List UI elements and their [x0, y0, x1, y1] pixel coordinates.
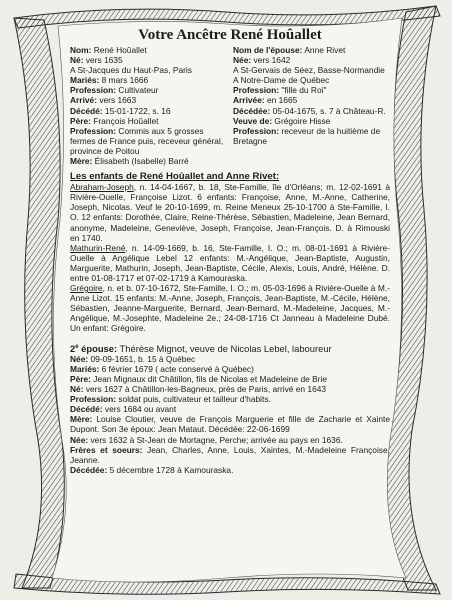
child-details: , n. 14-09-1669, b. 16, Ste-Famille, I. O.; m. 08-01-1691 à Rivière-Ouelle à Angélique Lebel 12 enfants: M.-Angélique, Jean-Baptiste, Augustin, Marguerite, Mathurin, Joseph, Jean-Baptiste, Cécile, Alexis, Louis, André, Hélène. D. entre 01-08-1717 et 07-02-1719 à Kamouraska.: [70, 242, 390, 283]
second-wife-label: épouse:: [78, 342, 118, 354]
field-label: Arrivée:: [233, 95, 265, 106]
field-label: Née:: [233, 55, 252, 66]
field-label: Décédé:: [70, 105, 103, 116]
field-label: Mariés:: [70, 75, 100, 86]
second-wife-field: [70, 384, 390, 394]
second-wife-name: Thérèse Mignot, veuve de Nicolas Lebel, laboureur: [117, 342, 332, 354]
child-entry: [70, 243, 390, 283]
field-value: receveur de la huitième de Bretagne: [233, 125, 381, 146]
wife-field: [233, 75, 390, 85]
field-label: Né:: [70, 55, 84, 66]
husband-field: [70, 95, 227, 105]
field-value: A St-Jacques du Haut-Pas, Paris: [70, 65, 192, 76]
wife-field: [233, 116, 390, 126]
husband-field: [70, 75, 227, 85]
field-value: 05-04-1675, s. 7 à Château-R.: [270, 105, 386, 116]
child-entry: [70, 283, 390, 333]
field-value: 6 février 1679 ( acte conservé à Québec): [99, 363, 254, 374]
field-label: Né:: [70, 384, 84, 395]
husband-column: [70, 45, 227, 166]
field-value: Jean, Charles, Anne, Louis, Xaintes, M.-Madeleine Françoise, Jeanne.: [70, 444, 390, 465]
child-details: , n. et b. 07-10-1672, Ste-Famille, I. O.; m. 05-03-1696 à Rivière-Ouelle à M.-Anne Lizot. 15 enfants: M.-Anne, Joseph, François, Jean-Baptiste, M.-Cécile, Hélène, Sébastien, Jeanne-Marguerite, Bernard, Jean-Bernard, M.-Madeleine, Jacques, M.-Angélique, M.-Josephte, Madeleine 2e.; 24-08-1716 Ct Janneau à Madeleine Dubé. Un enfant: Grégoire.: [70, 283, 390, 334]
field-label: Père:: [70, 373, 91, 384]
field-value: René Hoûallet: [91, 45, 147, 55]
second-wife-number: 2: [70, 342, 76, 354]
field-label: Décédé:: [70, 404, 103, 415]
husband-field: [70, 55, 227, 65]
field-label: Veuve de:: [233, 115, 273, 126]
second-wife-field: [70, 404, 390, 414]
field-value: vers 1684 ou avant: [102, 404, 177, 415]
second-wife-details: [70, 354, 390, 475]
husband-field: [70, 45, 227, 55]
field-value: "fille du Roi": [279, 85, 327, 96]
field-label: Née:: [70, 353, 89, 364]
second-wife-field: [70, 414, 390, 434]
child-name: Grégoire: [70, 283, 103, 294]
field-value: Louise Cloutier, veuve de François Marguerie et fille de Zacharie et Xainte Dupont. Son 3e époux: Jean Mataut. Décédée: 22-06-1699: [70, 414, 390, 435]
child-name: Abraham-Joseph: [70, 182, 134, 193]
field-label: Arrivé:: [70, 95, 97, 106]
field-value: 5 décembre 1728 à Kamouraska.: [107, 464, 234, 475]
field-label: Profession:: [233, 85, 280, 96]
field-value: vers 1632 à St-Jean de Mortagne, Perche; arrivée au pays en 1636.: [88, 434, 343, 445]
wife-field: [233, 55, 390, 65]
wife-column: [233, 45, 390, 166]
wife-field: [233, 106, 390, 116]
wife-field: [233, 126, 390, 146]
second-wife-field: [70, 364, 390, 374]
field-value: Cultivateur: [116, 85, 159, 96]
wife-field: [233, 65, 390, 75]
second-wife-field: [70, 435, 390, 445]
second-wife-field: [70, 394, 390, 404]
field-label: Profession:: [70, 394, 117, 405]
field-value: Anne Rivet: [302, 45, 346, 55]
children-list: [70, 182, 390, 333]
wife-field: [233, 95, 390, 105]
field-label: Mariés:: [70, 363, 100, 374]
field-label: Nom:: [70, 45, 92, 55]
field-value: en 1665: [264, 95, 298, 106]
field-value: 8 mars 1666: [99, 75, 149, 86]
second-wife-field: [70, 445, 390, 465]
field-value: 09-09-1651, b. 15 à Québec: [88, 353, 196, 364]
child-entry: [70, 182, 390, 243]
field-value: vers 1627 à Châtillon-les-Bagneux, près de Paris, arrivé en 1643: [83, 384, 327, 395]
ancestor-info: [70, 45, 390, 166]
document-content: [70, 26, 390, 475]
field-value: A Notre-Dame de Québec: [233, 75, 330, 86]
field-value: A St-Gervais de Séez, Basse-Normandie: [233, 65, 385, 76]
second-wife-field: [70, 465, 390, 475]
husband-field: [70, 156, 227, 166]
field-value: 15-01-1722, s. 16: [102, 105, 171, 116]
field-label: Mère:: [70, 156, 93, 167]
field-label: Profession:: [233, 125, 280, 136]
husband-field: [70, 116, 227, 126]
field-label: Décédée:: [233, 105, 271, 116]
child-name: Mathurin-René: [70, 242, 126, 253]
child-details: , n. 14-04-1667, b. 18, Ste-Famille, île d'Orléans; m. 12-02-1691 à Rivière-Ouelle, Françoise Lizot. 6 enfants: Françoise, Anne, M.-Anne, Catherine, Joseph, Nicolas. Veuf le 20-10-1699, m. Reine Meneux 25-10-1700 à Ste-Famille, I. O. 12 enfants: Dorothée, Claire, Reine-Thérèse, Sébastien, Madeleine, Jean Bernard, anonyme, Madeleine, Geneviève, Joseph, Françoise, Jean-François. D. à Rimouski en 1740.: [70, 182, 390, 243]
second-wife-field: [70, 374, 390, 384]
husband-field: [70, 126, 227, 156]
field-label: Profession:: [70, 125, 117, 136]
field-value: vers 1663: [97, 95, 137, 106]
field-value: François Hoûallet: [90, 115, 159, 126]
husband-field: [70, 65, 227, 75]
field-label: Père:: [70, 115, 91, 126]
field-value: vers 1642: [251, 55, 291, 66]
field-value: soldat puis, cultivateur et tailleur d'habits.: [116, 394, 271, 405]
field-value: Commis aux 5 grosses fermes de France puis, receveur général, province de Poitou: [70, 125, 224, 156]
second-wife-heading: 2e épouse: Thérèse Mignot, veuve de Nicolas Lebel, laboureur: [70, 342, 332, 354]
wife-field: [233, 85, 390, 95]
field-value: Élisabeth (Isabelle) Barré: [92, 156, 189, 167]
wife-field: [233, 45, 390, 55]
field-value: Jean Mignaux dit Châtillon, fils de Nicolas et Madeleine de Brie: [90, 373, 327, 384]
field-label: Née:: [70, 434, 89, 445]
field-value: vers 1635: [83, 55, 123, 66]
children-heading: Les enfants de René Hoûallet and Anne Rivet:: [70, 171, 280, 183]
field-label: Mère:: [70, 414, 93, 425]
document-title: Votre Ancêtre René Hoûallet: [138, 27, 322, 43]
field-label: Décédée:: [70, 464, 108, 475]
field-label: Nom de l'épouse:: [233, 45, 303, 55]
second-wife-field: [70, 354, 390, 364]
field-label: Profession:: [70, 85, 117, 96]
field-value: Grégoire Hisse: [272, 115, 331, 126]
field-label: Frères et soeurs:: [70, 444, 143, 455]
husband-field: [70, 106, 227, 116]
husband-field: [70, 85, 227, 95]
